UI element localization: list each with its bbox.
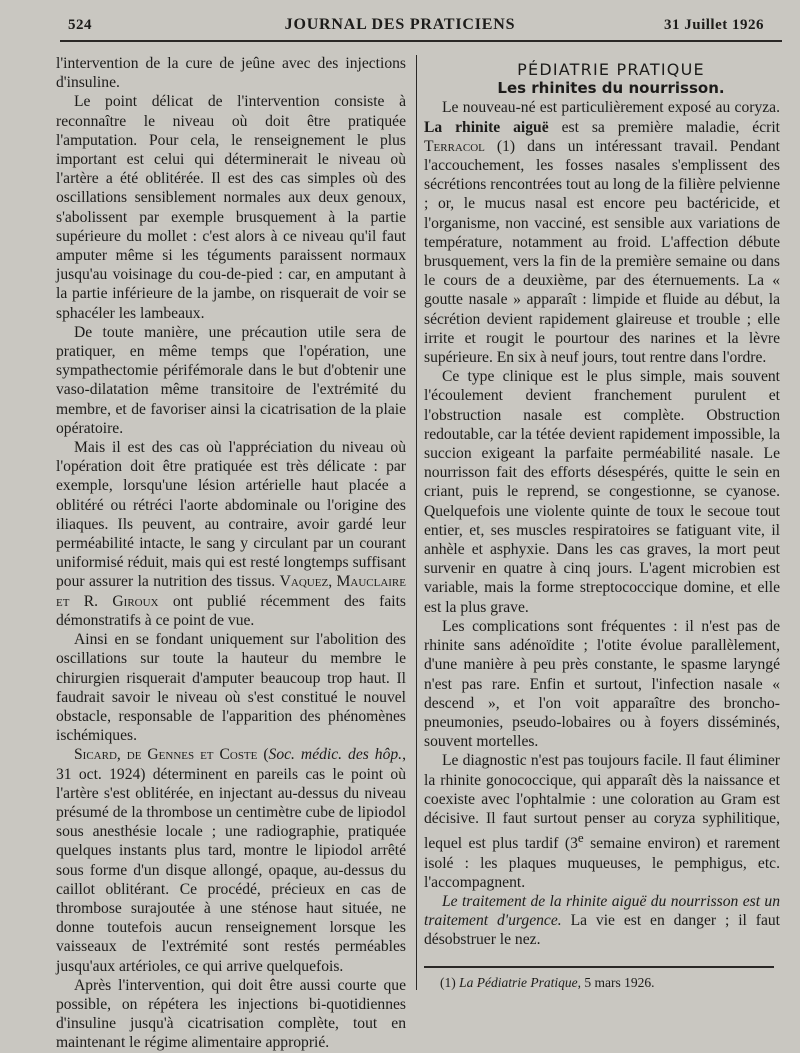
left-column — [56, 54, 406, 1053]
paragraph-text: semaine environ) et rarement isolé : les plaques muqueuses, le pemphigus, etc. l'accompagnent. — [424, 835, 780, 891]
footnote-mark: (1) — [440, 975, 456, 990]
paragraph-text: Le diagnostic n'est pas toujours facile. Il faut éliminer la rhinite gonococcique, qui apparaît dès la naissance et coexiste avec l'ophtalmie : une coloration au Gram est décisive. Il faut surtout penser au coryza syphilitique, lequel est plus tardif (3 — [424, 752, 780, 853]
page-header — [0, 0, 800, 44]
paragraph-text: est sa première maladie, écrit — [561, 118, 780, 136]
superscript: e — [577, 830, 584, 846]
footnote — [440, 975, 655, 991]
paragraph-text: Le nouveau-né est particulièrement exposé au coryza. — [442, 99, 780, 117]
paragraph: Le point délicat de l'intervention consiste à reconnaître le niveau où doit être pratiquée l'amputation. Pour cela, le renseignement le plus important est celui qui déterminerait le niveau où l'artère a été oblitérée. Il est des cas simples où des oscillations sensiblement normales aux deux genoux, s'abolissent par exemple brusquement à la partie supérieure du mollet : c'est alors à ce niveau qu'il faut amputer même si les téguments paraissent normaux jusqu'au voisinage du cou-de-pied : car, en amputant à la partie inférieure de la jambe, on risquerait de voir se sphacéler les lambeaux. — [56, 93, 406, 322]
footnote-source: La Pédiatrie Pratique — [459, 975, 578, 990]
paragraph — [424, 751, 780, 892]
article-title: Les rhinites du nourrisson. — [497, 79, 725, 98]
paren: ( — [263, 746, 269, 764]
footnote-rule — [424, 966, 774, 968]
author-names: Sicard, de Gennes et Coste — [74, 746, 258, 764]
paragraph: Les complications sont fréquentes : il n'est pas de rhinite sans adénoïdite ; l'otite évolue parallèlement, d'une manière à peu près constante, le spasme laryngé n'est pas rare. Enfin et surtout, l'infection nasale « descend », et l'on voit apparaître des broncho-pneumonies, pseudo-lobaires ou à foyers disséminés, souvent mortelles. — [424, 617, 780, 751]
author-name: Terracol — [424, 137, 485, 155]
paragraph: De toute manière, une précaution utile sera de pratiquer, en même temps que l'opération, une sympathectomie périfémorale dans le but d'obtenir une vaso-dilatation même transitoire de l'extrémité du membre, et de favoriser ainsi la cicatrisation de la plaie opératoire. — [56, 323, 406, 437]
author-names: Vaquez, Mauclaire et R. Giroux — [56, 573, 406, 610]
paragraph-text: La vie est en danger ; il faut désobstruer le nez. — [424, 912, 780, 949]
column-divider — [416, 55, 417, 990]
bold-term: La rhinite aiguë — [424, 118, 549, 136]
page-number: 524 — [68, 17, 92, 33]
paragraph — [56, 438, 406, 630]
paragraph — [56, 745, 406, 975]
paragraph — [424, 892, 780, 950]
paragraph: Après l'intervention, qui doit être aussi courte que possible, on répétera les injections bi-quotidiennes d'insuline jusqu'à cicatrisation complète, tout en maintenant le régime alimentaire approprié. — [56, 976, 406, 1052]
paragraph-text: (1) dans un intéressant travail. Pendant l'accouchement, les fosses nasales s'emplissent des sécrétions rencontrées tout au long de la filière pelvienne ; or, le mucus nasal est encore peu bactéricide, et l'organisme, non vacciné, est sensible aux variations de température, notamment au froid. L'affection débute brusquement, vers la fin de la première semaine ou dans le cours de a deuxième, par des éternuements. La « goutte nasale » apparaît : limpide et fluide au début, la sécrétion devient rapidement glaireuse et trouble ; elle irrite et rougit le pourtour des narines et la lèvre supérieure. En six à neuf jours, tout rentre dans l'ordre. — [424, 137, 780, 367]
italic-statement: Le traitement de la rhinite aiguë du nourrisson est un traitement d'urgence. — [424, 892, 780, 930]
journal-title: JOURNAL DES PRATICIENS — [284, 16, 516, 33]
journal-reference: Soc. médic. des hôp. — [268, 746, 403, 764]
right-column — [424, 60, 780, 950]
paragraph: Ce type clinique est le plus simple, mais souvent l'écoulement devient franchement purulent et l'obstruction nasale est complète. Obstruction redoutable, car la tétée devient rapidement impossible, la succion exigeant la parfaite perméabilité nasale. Le nourrisson fait des efforts désespérés, quitte le sein en criant, puis le reprend, se congestionne, se cyanose. Quelquefois une violente quinte de toux le secoue tout entier, et, ses muscles respiratoires se fatiguant vite, il anhèle et asphyxie. Dans les cas graves, la mort peut survenir en quatre à cinq jours. L'agent microbien est variable, mais la forme streptococcique domine, et elle est la plus grave. — [424, 368, 780, 616]
paragraph: l'intervention de la cure de jeûne avec des injections d'insuline. — [56, 55, 406, 92]
paragraph — [424, 98, 780, 367]
issue-date: 31 Juillet 1926 — [664, 17, 764, 33]
paragraph: Ainsi en se fondant uniquement sur l'abolition des oscillations sur toute la hauteur du membre le chirurgien risquerait d'amputer beaucoup trop haut. Il faudrait savoir le niveau où s'est constitué le nouvel obstacle, responsable de l'apparition des phénomènes ischémiques. — [56, 631, 406, 745]
paragraph-text: , 31 oct. 1924) déterminent en pareils cas le point où l'artère s'est oblitérée, en injectant au-dessus du niveau présumé de la thrombose un centimètre cube de lipiodol sous anesthésie locale ; une radiographie, pratiquée quelques instants plus tard, montre le lipiodol arrêté sous forme d'un disque allongé, opaque, au-dessus du caillot oblitérant. Ce procédé, précieux en cas de thrombose surajoutée à une sténose haut située, ne donne toutefois aucun renseignement lorsque les vaisseaux de l'extrémité sont restés perméables jusqu'aux artérioles, ce qui arrive quelquefois. — [56, 746, 406, 975]
paragraph-text: Mais il est des cas où l'appréciation du niveau où l'opération doit être pratiquée est très délicate : par exemple, lorsqu'une lésion artérielle haut placée a oblitéré ou rétréci l'aorte abdominale ou l'origine des iliaques. Ils peuvent, au contraire, avoir gardé leur perméabilité intacte, le sang y circulant par un courant uniformisé réduit, mais qui est resté longtemps suffisant pour assurer la nutrition des tissus. — [56, 439, 406, 591]
footnote-date: , 5 mars 1926. — [577, 975, 655, 990]
section-title: PÉDIATRIE PRATIQUE — [517, 60, 705, 79]
header-rule — [60, 40, 782, 42]
paragraph-text: ont publié récemment des faits démonstratifs à ce point de vue. — [56, 592, 406, 629]
